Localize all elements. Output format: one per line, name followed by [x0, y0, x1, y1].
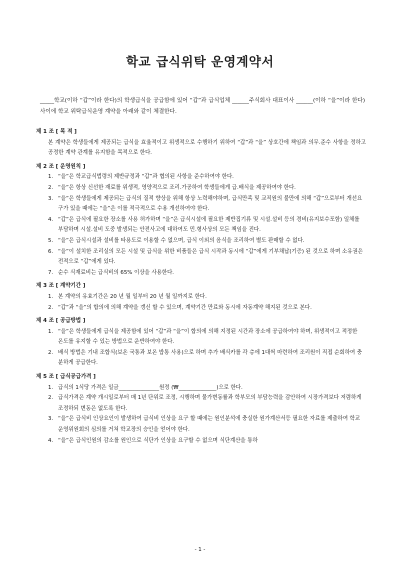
article-1 — [36, 127, 366, 159]
article-title: 제 3 조 [ 계약기간 ] — [36, 283, 86, 290]
article-item — [36, 215, 366, 236]
item-number: 1. — [48, 328, 54, 335]
item-number: 1. — [48, 384, 54, 391]
item-text: “을”은 급식비 인상요인이 발생하여 급식비 인상을 요구 할 때에는 원인분석에 충실한 원가계산서등 필요한 자료를 제출하여 학교운영위원회의 심의를 거쳐 학교장의 승인을 얻어야 한다. — [58, 416, 361, 434]
item-text: “갑”과 “을”의 합의에 의해 계약을 갱신 할 수 있으며, 계약기간 만료와 동시에 자동계약 해지된 것으로 본다. — [58, 304, 312, 311]
item-number: 3. — [48, 195, 54, 202]
article-item — [36, 183, 366, 194]
item-text: 순수 식재료비는 급식비의 65% 이상을 사용한다. — [58, 269, 174, 276]
intro-paragraph: _____학교(이하 “갑”이라 한다)의 학생급식을 공급함에 있어 “갑”과 급식업체 ______주식회사 대표이사 ______(이하 “을”이라 한다)사이에 학교 위탁급식운영 계약을 아래와 같이 체결한다. — [40, 98, 365, 115]
item-text: “을”은 급식인원의 감소를 원인으로 식단가 인상을 요구할 수 없으며 식단계산을 통하 — [58, 437, 258, 444]
page-number: - 1 - — [194, 547, 206, 553]
item-number: 3. — [48, 416, 54, 423]
item-number: 1. — [48, 174, 54, 181]
item-number: 4. — [48, 437, 54, 444]
article-title: 제 5 조 [ 급식공급가격 ] — [36, 374, 96, 381]
item-number: 1. — [48, 293, 54, 300]
article-item — [36, 194, 366, 215]
article-item — [36, 236, 366, 247]
item-number: 2. — [48, 184, 54, 191]
article-item — [36, 393, 366, 414]
item-text: 본 계약의 유효기간은 20 년 월 일부터 20 년 월 일까지로 한다. — [58, 293, 207, 300]
article-title: 제 1 조 [ 목 적 ] — [36, 129, 77, 135]
item-number: 4. — [48, 216, 54, 223]
item-text: “을”은 학교급식법령의 제반규정과 “갑”과 협의된 사항을 준수하여야 한다. — [58, 174, 234, 181]
item-text: 급식가격은 계약 개시일로부터 매 1년 단위로 조정, 시행하며 물가변동률과 학부모의 부담능력을 감안하여 시장가격보다 저렴하게 조정하되 변동은 없도록 한다. — [58, 395, 362, 412]
item-text: “을”은 급식시설과 설비를 타용도로 이용할 수 없으며, 급식 이외의 음식을 조리하여 별도 판매할 수 없다. — [58, 237, 305, 244]
item-number: 2. — [48, 395, 54, 402]
article-item — [36, 327, 366, 348]
article-item — [36, 303, 366, 314]
item-text: “갑”은 급식에 필요한 장소를 사용 허가하며 “을”은 급식시설에 필요한 제반집기류 및 시설.설비 등의 경비(유지보수포함) 일체를 부담하며 시설.설비 도중 발생되는 안전사고에 대하여도 민.형사상의 모든 책임을 진다. — [58, 216, 360, 234]
article-item — [36, 247, 366, 268]
article-item — [36, 414, 366, 435]
item-number: 7. — [48, 269, 54, 276]
article-2 — [36, 162, 366, 279]
document-title: 학교 급식위탁 운영계약서 — [125, 54, 275, 69]
item-number: 2. — [48, 349, 54, 356]
item-text: “을”은 학생들에게 급식을 제공함에 있어 “갑”과 “을”이 합의에 의해 지정된 시간과 장소에 공급하여야 하며, 위생적이고 적정한 온도를 유지할 수 있는 방법으로 운반하여야 한다. — [58, 328, 358, 346]
article-item — [36, 268, 366, 279]
article-item — [36, 383, 366, 394]
article-paragraph: 본 계약은 학생들에게 제공되는 급식을 효율적이고 위생적으로 수행하기 위하여 “갑”과 “을” 상호간에 책임과 의무.준수 사항을 정하고 공정한 계약 관계를 유지함을 목적으로 한다. — [48, 139, 366, 157]
article-item — [36, 348, 366, 369]
item-text: 배식 방법은 기내 조합식(보온 국통과 보온 밥통 사용)으로 하며 추가 배식카를 각 층에 1대씩 마련하여 조리원이 직접 순회하여 충분하게 공급한다. — [58, 349, 363, 367]
item-text: “을”이 설치한 조리실의 모든 시설 및 급식을 위한 비품들은 급식 시작과 동시에 “갑”에게 기부채납(기증) 된 것으로 하며 소유권은 전적으로 “갑”에게 있다. — [58, 248, 363, 266]
article-item — [36, 172, 366, 183]
article-title: 제 4 조 [ 공급방법 ] — [36, 318, 86, 325]
article-item — [36, 292, 366, 303]
item-number: 5. — [48, 237, 54, 244]
item-number: 6. — [48, 248, 54, 255]
item-number: 2. — [48, 304, 54, 311]
article-title: 제 2 조 [ 운영원칙 ] — [36, 163, 86, 170]
article-5 — [36, 372, 366, 446]
item-text: “을”은 학생들에게 제공되는 급식의 질적 향상을 위해 항상 노력해야하며, 급식만족 및 교직원의 불만에 의해 “갑”으로부터 개선요구가 있을 때에는 “을”은 이를 적극적으로 수용 개선하여야 한다. — [58, 195, 363, 213]
article-item — [36, 436, 366, 447]
articles-container — [36, 124, 366, 446]
article-4 — [36, 316, 366, 369]
item-text: 급식의 1식당 가격은 일금_______________원정 (₩______________)으로 한다. — [58, 384, 243, 391]
item-text: “을”은 항상 신선한 재료를 위생적, 영양적으로 조리.가공하여 학생들에게 급.배식을 제공하여야 한다. — [58, 184, 296, 191]
article-3 — [36, 281, 366, 313]
